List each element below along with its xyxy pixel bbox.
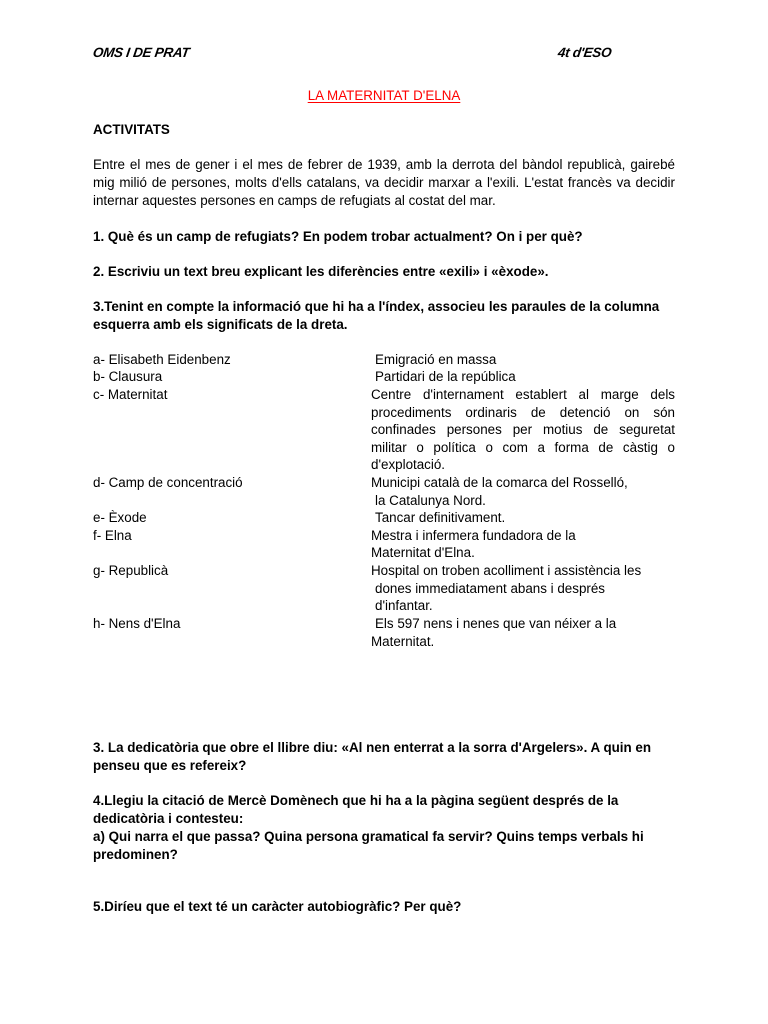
term-e: e- Èxode [93, 510, 147, 525]
question-4 [93, 792, 675, 864]
term-f: f- Elna [93, 528, 132, 543]
header-course: 4t d'ESO [556, 45, 613, 60]
definition-1: Emigració en massa [375, 352, 497, 367]
definition-7-line1: Hospital on troben acolliment i assistència les [371, 563, 642, 578]
term-b: b- Clausura [93, 369, 163, 384]
question-4-prompt: 4.Llegiu la citació de Mercè Domènech que hi ha a la pàgina següent després de la dedicatòria i contesteu: [93, 793, 619, 826]
term-a: a- Elisabeth Eidenbenz [93, 352, 231, 367]
question-2: 2. Escriviu un text breu explicant les diferències entre «exili» i «èxode». [93, 264, 549, 279]
question-1: 1. Què és un camp de refugiats? En podem trobar actualment? On i per què? [93, 229, 583, 244]
definition-6-line1: Mestra i infermera fundadora de la [371, 528, 576, 543]
definition-5: Tancar definitivament. [375, 510, 506, 525]
definition-6-line2: Maternitat d'Elna. [371, 545, 475, 560]
question-3-dedication: 3. La dedicatòria que obre el llibre diu: «Al nen enterrat a la sorra d'Argelers». A quin en penseu que es refereix? [93, 740, 652, 773]
question-4a: a) Qui narra el que passa? Quina persona gramatical fa servir? Quins temps verbals hi predominen? [93, 829, 644, 862]
question-5: 5.Diríeu que el text té un caràcter autobiogràfic? Per què? [93, 899, 462, 914]
term-h: h- Nens d'Elna [93, 616, 181, 631]
header-school: OMS I DE PRAT [91, 45, 191, 60]
document-title: LA MATERNITAT D'ELNA [307, 88, 461, 103]
definition-2: Partidari de la república [375, 369, 516, 384]
definition-4-line1: Municipi català de la comarca del Rosselló, [371, 475, 628, 490]
term-g: g- Republicà [93, 563, 169, 578]
intro-paragraph: Entre el mes de gener i el mes de febrer de 1939, amb la derrota del bàndol republicà, gairebé mig milió de persones, molts d'ells catalans, va decidir marxar a l'exili. L'estat francès va decidir internar aquestes persones en camps de refugiats al costat del mar. [93, 157, 675, 208]
definition-4-line2: la Catalunya Nord. [375, 493, 486, 508]
activities-heading: ACTIVITATS [93, 122, 170, 137]
definition-3: Centre d'internament establert al marge dels procediments ordinaris de detenció on són confinades persones per motius de seguretat militar o política o com a forma de càstig o d'explotació. [371, 387, 675, 473]
term-d: d- Camp de concentració [93, 475, 243, 490]
definition-8-line1: Els 597 nens i nenes que van néixer a la [375, 616, 617, 631]
definition-7-line3: d'infantar. [375, 598, 433, 613]
question-3-matching: 3.Tenint en compte la informació que hi ha a l'índex, associeu les paraules de la columna esquerra amb els significats de la dreta. [93, 299, 660, 332]
definition-8-line2: Maternitat. [371, 634, 435, 649]
definition-7-line2: dones immediatament abans i després [375, 581, 606, 596]
term-c: c- Maternitat [93, 387, 168, 402]
